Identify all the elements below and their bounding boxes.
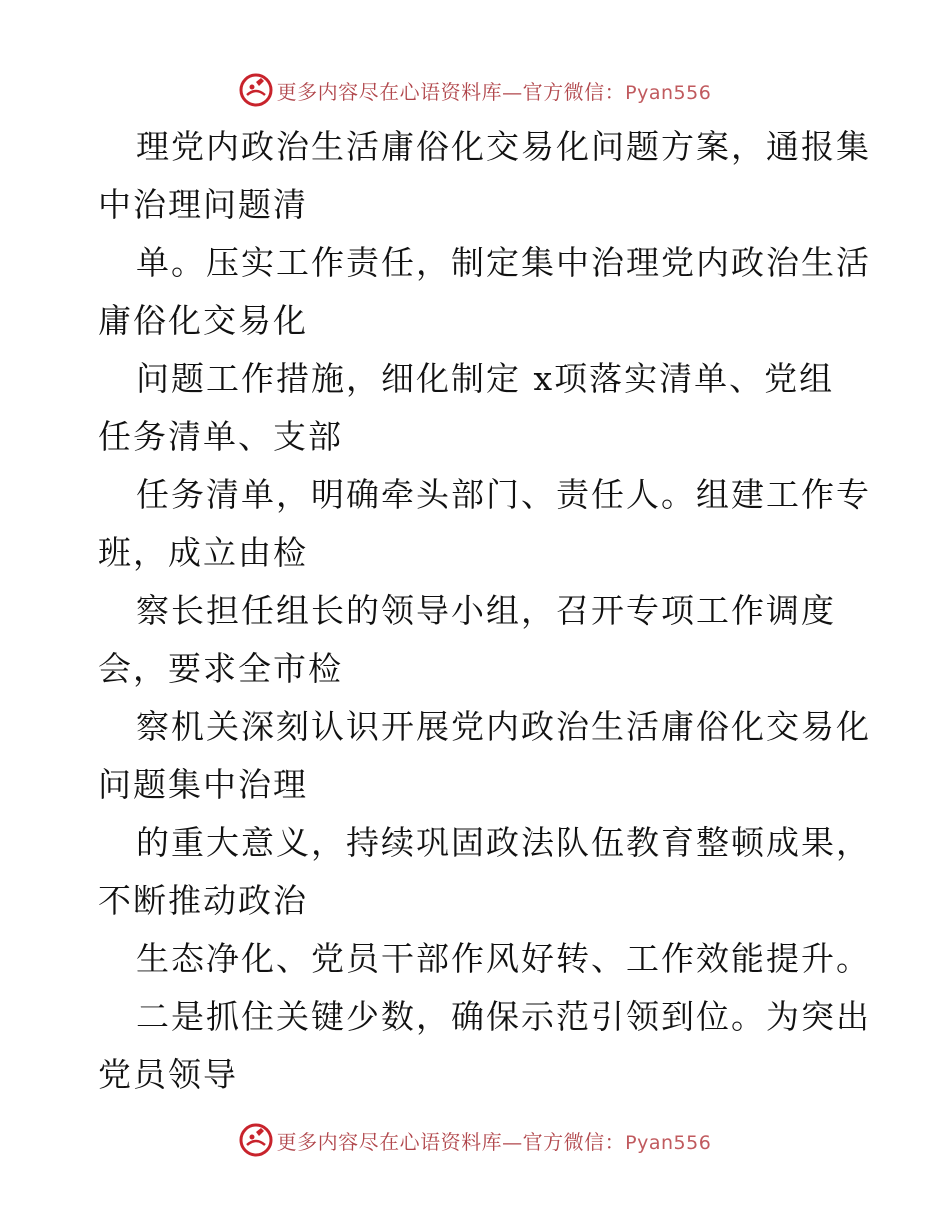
body-line: 问题工作措施，细化制定 x项落实清单、党组 [136, 359, 835, 398]
body-line: 庸俗化交易化 [98, 301, 308, 340]
body-line: 中治理问题清 [98, 185, 308, 224]
footer-banner [0, 1120, 950, 1160]
header-banner-text: 更多内容尽在心语资料库—官方微信： [276, 79, 626, 104]
book-pen-logo-icon [239, 73, 273, 107]
body-line: 班，成立由检 [98, 533, 308, 572]
body-line: 问题集中治理 [98, 765, 308, 804]
body-line: 不断推动政治 [98, 881, 308, 920]
body-line: 党员领导 [98, 1055, 238, 1094]
book-pen-logo-icon [239, 1123, 273, 1157]
footer-banner-text: 更多内容尽在心语资料库—官方微信： [276, 1129, 626, 1154]
body-line: 任务清单，明确牵头部门、责任人。组建工作专 [136, 475, 871, 514]
body-line: 理党内政治生活庸俗化交易化问题方案，通报集 [136, 127, 871, 166]
body-line: 二是抓住关键少数，确保示范引领到位。为突出 [136, 997, 871, 1036]
header-banner [0, 70, 950, 110]
body-line: 生态净化、党员干部作风好转、工作效能提升。 [136, 939, 871, 978]
footer-wechat-id: Pyan556 [625, 1131, 712, 1154]
body-line: 会，要求全市检 [98, 649, 343, 688]
document-body [98, 118, 871, 1104]
body-line: 单。压实工作责任，制定集中治理党内政治生活 [136, 243, 871, 282]
header-wechat-id: Pyan556 [625, 81, 712, 104]
body-line: 察长担任组长的领导小组，召开专项工作调度 [136, 591, 836, 630]
body-line: 任务清单、支部 [98, 417, 343, 456]
body-line: 的重大意义，持续巩固政法队伍教育整顿成果， [136, 823, 871, 862]
body-line: 察机关深刻认识开展党内政治生活庸俗化交易化 [136, 707, 871, 746]
